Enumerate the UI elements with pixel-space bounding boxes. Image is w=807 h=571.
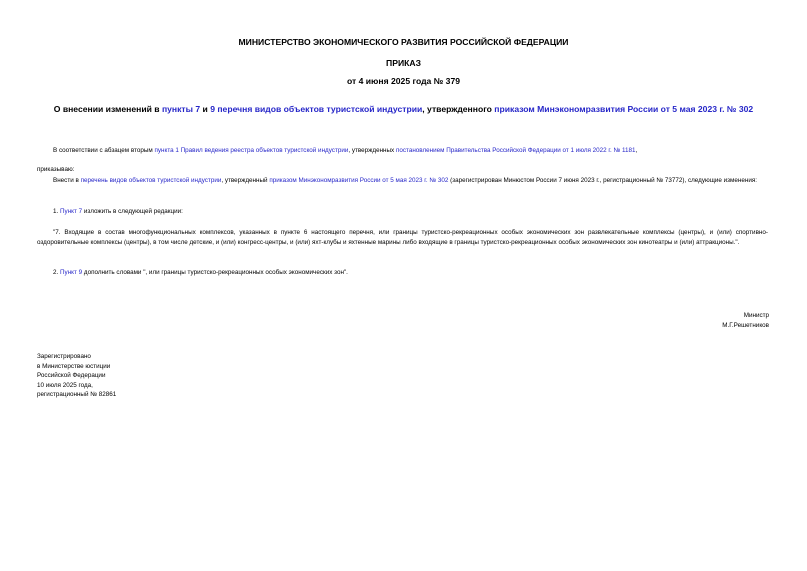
- item2-number: 2.: [53, 269, 61, 276]
- doc-type: ПРИКАЗ: [386, 58, 421, 68]
- registration-line-5: регистрационный № 82861: [37, 391, 117, 398]
- intro-link-perechen[interactable]: перечень видов объектов туристской индустрии: [80, 177, 222, 184]
- registration-line-2: в Министерстве юстиции: [37, 362, 111, 370]
- title-link-prikaz-302[interactable]: приказом Минэкономразвития России от 5 мая 2023 г. № 302: [494, 104, 754, 114]
- intro-text-2: , утвержденный: [221, 177, 270, 184]
- signatory-position: Министр: [743, 312, 769, 319]
- signatory-name: М.Г.Решетников: [722, 321, 769, 329]
- intro-text-3: (зарегистрирован Минюстом России 7 июня 2023 г., регистрационный № 73772), следующие изменения:: [448, 177, 758, 184]
- preamble-link-rules[interactable]: пункта 1 Правил ведения реестра объектов туристской индустрии: [154, 147, 349, 154]
- intro-text-1: Внести в: [53, 177, 81, 184]
- signature-block: [722, 311, 769, 330]
- preamble: [53, 146, 783, 156]
- amendment-item-2: [53, 268, 348, 278]
- title-text-3: , утвержденного: [422, 104, 495, 114]
- preamble-text-3: ,: [635, 147, 638, 154]
- item1-number: 1.: [53, 208, 61, 215]
- title-link-perechen[interactable]: 9 перечня видов объектов туристской индустрии: [210, 104, 423, 114]
- orders-word: приказываю:: [37, 166, 75, 173]
- amendment-item-1: [53, 207, 183, 217]
- preamble-link-postanovlenie[interactable]: постановлением Правительства Российской Федерации от 1 июля 2022 г. № 1181: [395, 147, 636, 154]
- title-text-1: О внесении изменений в: [53, 104, 162, 114]
- registration-block: [37, 352, 116, 400]
- item2-text: дополнить словами ", или границы туристско-рекреационных особых экономических зон".: [82, 269, 348, 276]
- registration-line-3: Российской Федерации: [37, 372, 106, 379]
- item2-link-punkt-9[interactable]: Пункт 9: [60, 269, 83, 276]
- intro-link-prikaz-302[interactable]: приказом Минэкономразвития России от 5 мая 2023 г. № 302: [269, 177, 449, 184]
- item1-link-punkt-7[interactable]: Пункт 7: [60, 208, 83, 215]
- title-text-2: и: [200, 104, 211, 114]
- main-paragraph: [37, 176, 768, 186]
- registration-line-4: 10 июля 2025 года,: [37, 381, 93, 389]
- quoted-new-text: "7. Входящие в состав многофункциональных комплексов, указанных в пункте 6 настоящего перечня, или границы туристско-рекреационных особых экономических зон развлекательные комплексы (центры), и (или) спортивно-оздоровительные комплексы (центры), в том числе детские, и (или) конгресс-центры, и (или) яхт-клубы и яхтенные марины либо входящие в границы туристско-рекреационных особых экономических зон кинотеатры и (или) аттракционы.".: [37, 229, 768, 246]
- ministry-header: МИНИСТЕРСТВО ЭКОНОМИЧЕСКОГО РАЗВИТИЯ РОССИЙСКОЙ ФЕДЕРАЦИИ: [238, 37, 569, 47]
- item1-text: изложить в следующей редакции:: [82, 208, 183, 215]
- preamble-text-2: , утвержденных: [348, 147, 396, 154]
- preamble-text-1: В соответствии с абзацем вторым: [53, 147, 155, 154]
- document-title: [0, 104, 807, 114]
- title-link-punkt-7[interactable]: пункты 7: [161, 104, 201, 114]
- date-number: от 4 июня 2025 года № 379: [346, 76, 461, 86]
- registration-line-1: Зарегистрировано: [37, 353, 91, 360]
